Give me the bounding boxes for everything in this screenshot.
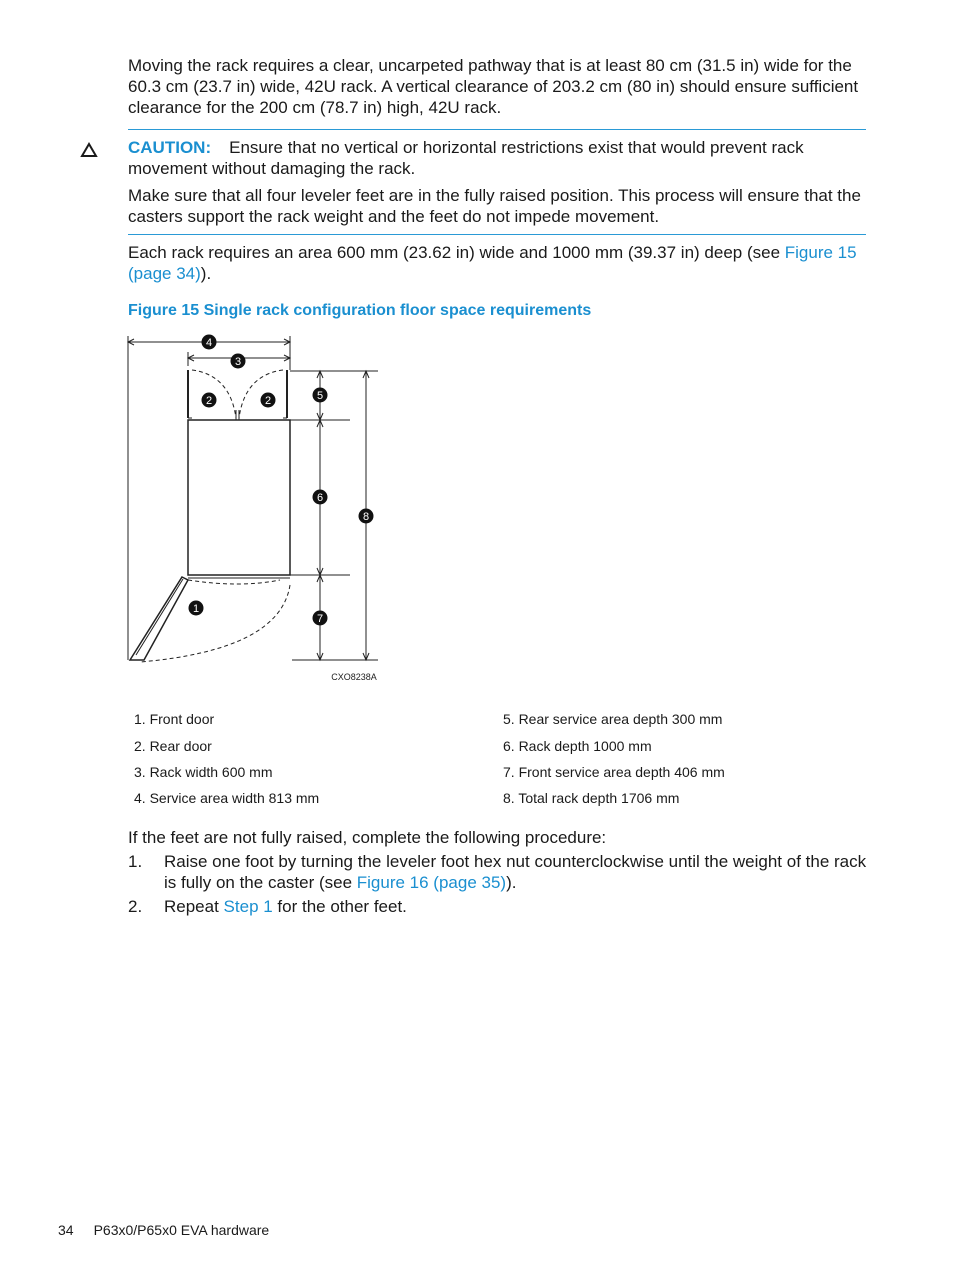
step-text-start: Raise one foot by turning the leveler foot hex nut counterclockwise until the weight of the rack is fully on the caster (see: [164, 852, 867, 892]
callout-1-label: 1: [192, 603, 200, 615]
step-text: [164, 851, 869, 893]
legend-item: 4. Service area width 813 mm: [134, 790, 320, 806]
step-text: [164, 896, 869, 917]
legend-item: 1. Front door: [134, 711, 215, 727]
procedure-step: [128, 851, 868, 893]
figure-title: Figure 15 Single rack configuration floor space requirements: [128, 302, 592, 319]
figure-16-link[interactable]: Figure 16 (page 35): [356, 873, 507, 892]
page-number: 34: [58, 1222, 74, 1238]
procedure-intro: If the feet are not fully raised, complete the following procedure:: [128, 828, 607, 847]
step-text-start: Repeat: [164, 897, 224, 916]
legend-item: 3. Rack width 600 mm: [134, 764, 273, 780]
callout-4-label: 4: [205, 337, 213, 349]
caution-bottom-rule: [128, 234, 866, 235]
caution-label: CAUTION:: [128, 138, 212, 157]
step-text-end: ).: [506, 873, 517, 892]
figure-15-link[interactable]: Figure 15 (page 34): [128, 243, 857, 283]
footer-title: P63x0/P65x0 EVA hardware: [93, 1222, 270, 1238]
legend-item: 5. Rear service area depth 300 mm: [503, 711, 723, 727]
warning-triangle-icon: [80, 142, 98, 158]
callout-3-label: 3: [234, 356, 242, 368]
area-paragraph: [128, 242, 868, 284]
caution-paragraph: [128, 137, 868, 179]
page-footer: [58, 1222, 289, 1238]
procedure-step: [128, 896, 868, 917]
rack-floor-diagram: [120, 330, 400, 690]
callout-8-label: 8: [362, 511, 370, 523]
callout-7-label: 7: [316, 613, 324, 625]
caution-text: Ensure that no vertical or horizontal restrictions exist that would prevent rack movement without damaging the rack.: [128, 138, 804, 178]
figure-code: CXO8238A: [331, 672, 377, 682]
area-text-end: ).: [200, 264, 212, 283]
step-1-link[interactable]: Step 1: [223, 897, 273, 916]
legend-item: 2. Rear door: [134, 738, 212, 754]
legend-item: 7. Front service area depth 406 mm: [503, 764, 725, 780]
callout-2-right-label: 2: [264, 395, 272, 407]
step-number: 1.: [128, 852, 143, 871]
callout-6-label: 6: [316, 492, 324, 504]
callout-2-left-label: 2: [205, 395, 213, 407]
caution-top-rule: [128, 129, 866, 130]
step-number: 2.: [128, 897, 143, 916]
callout-5-label: 5: [316, 390, 324, 402]
legend-item: 8. Total rack depth 1706 mm: [503, 790, 680, 806]
step-text-end: for the other feet.: [272, 897, 407, 916]
area-text: Each rack requires an area 600 mm (23.62 in) wide and 1000 mm (39.37 in) deep (see: [128, 243, 785, 262]
intro-paragraph: Moving the rack requires a clear, uncarpeted pathway that is at least 80 cm (31.5 in) wide for the 60.3 cm (23.7 in) wide, 42U rack. A vertical clearance of 203.2 cm (80 in) should ensure sufficient clearance for the 200 cm (78.7 in) high, 42U rack.: [128, 56, 859, 117]
caution-paragraph-2: Make sure that all four leveler feet are in the fully raised position. This process will ensure that the casters support the rack weight and the feet do not impede movement.: [128, 186, 861, 226]
legend-item: 6. Rack depth 1000 mm: [503, 738, 652, 754]
